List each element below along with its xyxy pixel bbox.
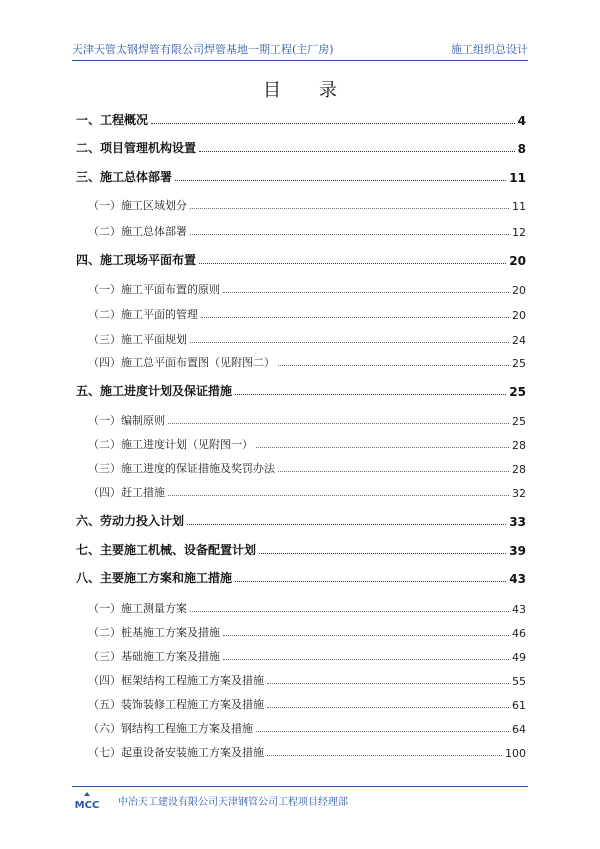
toc-subsection-entry[interactable]: [88, 622, 526, 640]
toc-leader-dots: [168, 422, 509, 424]
toc-entry-label: （六）钢结构工程施工方案及措施: [88, 722, 253, 735]
page-title: 目录: [263, 80, 375, 101]
toc-entry-label: （二）桩基施工方案及措施: [88, 626, 220, 639]
toc-subsection-entry[interactable]: [88, 742, 526, 760]
toc-entry-page: 20: [512, 309, 526, 322]
toc-entry-page: 24: [512, 334, 526, 347]
toc-entry-label: 三、施工总体部署: [76, 170, 173, 184]
toc-leader-dots: [201, 316, 509, 318]
toc-section-entry[interactable]: [76, 511, 526, 529]
toc-leader-dots: [187, 523, 506, 525]
toc-entry-label: （一）编制原则: [88, 414, 165, 427]
toc-subsection-entry[interactable]: [88, 646, 526, 664]
toc-leader-dots: [267, 754, 502, 756]
toc-entry-page: 32: [512, 487, 526, 500]
page-header: [72, 40, 528, 61]
toc-entry-label: 七、主要施工机械、设备配置计划: [76, 543, 257, 557]
toc-subsection-entry[interactable]: [88, 410, 526, 428]
toc-entry-label: 五、施工进度计划及保证措施: [76, 384, 233, 398]
toc-entry-label: （二）施工总体部署: [88, 225, 187, 238]
toc-section-entry[interactable]: [76, 110, 526, 128]
toc-entry-page: 28: [512, 439, 526, 452]
toc-entry-label: （七）起重设备安装施工方案及措施: [88, 746, 264, 759]
toc-subsection-entry[interactable]: [88, 352, 526, 370]
toc-entry-label: （一）施工平面布置的原则: [88, 283, 220, 296]
toc-entry-label: （四）施工总平面布置图（见附图二）: [88, 356, 275, 369]
toc-entry-page: 11: [509, 171, 526, 185]
toc-subsection-entry[interactable]: [88, 598, 526, 616]
toc-entry-label: （四）框架结构工程施工方案及措施: [88, 674, 264, 687]
toc-entry-page: 25: [512, 415, 526, 428]
toc-section-entry[interactable]: [76, 138, 526, 156]
toc-leader-dots: [235, 580, 506, 582]
toc-entry-label: （一）施工测量方案: [88, 602, 187, 615]
toc-entry-page: 28: [512, 463, 526, 476]
header-project-title: 天津天管太钢焊管有限公司焊管基地一期工程(主厂房): [72, 43, 334, 56]
toc-leader-dots: [223, 291, 509, 293]
logo-text: MCC: [74, 800, 100, 811]
toc-entry-page: 55: [512, 675, 526, 688]
toc-entry-page: 25: [509, 385, 526, 399]
toc-leader-dots: [223, 634, 509, 636]
mcc-logo-icon: [72, 791, 102, 811]
toc-subsection-entry[interactable]: [88, 434, 526, 452]
toc-entry-label: （四）赶工措施: [88, 486, 165, 499]
toc-section-entry[interactable]: [76, 540, 526, 558]
toc-entry-label: （三）基础施工方案及措施: [88, 650, 220, 663]
toc-leader-dots: [278, 364, 509, 366]
toc-leader-dots: [259, 552, 506, 554]
toc-entry-page: 4: [517, 114, 526, 128]
toc-entry-page: 39: [509, 544, 526, 558]
toc-entry-label: （三）施工进度的保证措施及奖罚办法: [88, 462, 275, 475]
toc-entry-page: 64: [512, 723, 526, 736]
toc-entry-page: 43: [512, 603, 526, 616]
toc-subsection-entry[interactable]: [88, 694, 526, 712]
toc-leader-dots: [190, 610, 509, 612]
toc-entry-page: 12: [512, 226, 526, 239]
toc-subsection-entry[interactable]: [88, 221, 526, 239]
toc-leader-dots: [223, 658, 509, 660]
toc-entry-page: 46: [512, 627, 526, 640]
toc-entry-page: 33: [509, 515, 526, 529]
toc-subsection-entry[interactable]: [88, 304, 526, 322]
toc-subsection-entry[interactable]: [88, 670, 526, 688]
toc-section-entry[interactable]: [76, 250, 526, 268]
toc-entry-label: 八、主要施工方案和施工措施: [76, 571, 233, 585]
toc-entry-page: 49: [512, 651, 526, 664]
toc-leader-dots: [267, 682, 509, 684]
toc-leader-dots: [256, 730, 509, 732]
toc-subsection-entry[interactable]: [88, 329, 526, 347]
toc-subsection-entry[interactable]: [88, 279, 526, 297]
toc-subsection-entry[interactable]: [88, 458, 526, 476]
toc-entry-page: 61: [512, 699, 526, 712]
toc-subsection-entry[interactable]: [88, 718, 526, 736]
toc-leader-dots: [267, 706, 509, 708]
toc-entry-page: 8: [517, 142, 526, 156]
toc-entry-label: （一）施工区域划分: [88, 199, 187, 212]
toc-leader-dots: [175, 179, 506, 181]
page-footer: [72, 786, 528, 813]
footer-company: 中冶天工建设有限公司天津钢管公司工程项目经理部: [118, 797, 348, 808]
toc-entry-label: （三）施工平面规划: [88, 333, 187, 346]
toc-leader-dots: [199, 262, 506, 264]
toc-entry-label: 四、施工现场平面布置: [76, 253, 197, 267]
toc-leader-dots: [199, 150, 515, 152]
toc-leader-dots: [278, 470, 509, 472]
toc-entry-page: 11: [512, 200, 526, 213]
toc-leader-dots: [190, 207, 509, 209]
toc-entry-label: 二、项目管理机构设置: [76, 141, 197, 155]
toc-entry-page: 100: [505, 747, 526, 760]
toc-entry-label: （五）装饰装修工程施工方案及措施: [88, 698, 264, 711]
toc-entry-label: （二）施工进度计划（见附图一）: [88, 438, 253, 451]
toc-leader-dots: [235, 393, 506, 395]
toc-leader-dots: [190, 233, 509, 235]
toc-entry-page: 25: [512, 357, 526, 370]
header-document-title: 施工组织总设计: [451, 43, 528, 56]
toc-entry-page: 43: [509, 572, 526, 586]
toc-leader-dots: [190, 341, 509, 343]
toc-subsection-entry[interactable]: [88, 482, 526, 500]
toc-entry-page: 20: [509, 254, 526, 268]
toc-entry-label: （二）施工平面的管理: [88, 308, 198, 321]
toc-entry-page: 20: [512, 284, 526, 297]
toc-entry-label: 一、工程概况: [76, 113, 149, 127]
toc-section-entry[interactable]: [76, 381, 526, 399]
toc-leader-dots: [256, 446, 509, 448]
toc-leader-dots: [151, 122, 515, 124]
toc-subsection-entry[interactable]: [88, 195, 526, 213]
toc-leader-dots: [168, 494, 509, 496]
toc-entry-label: 六、劳动力投入计划: [76, 514, 185, 528]
toc-section-entry[interactable]: [76, 167, 526, 185]
toc-section-entry[interactable]: [76, 568, 526, 586]
